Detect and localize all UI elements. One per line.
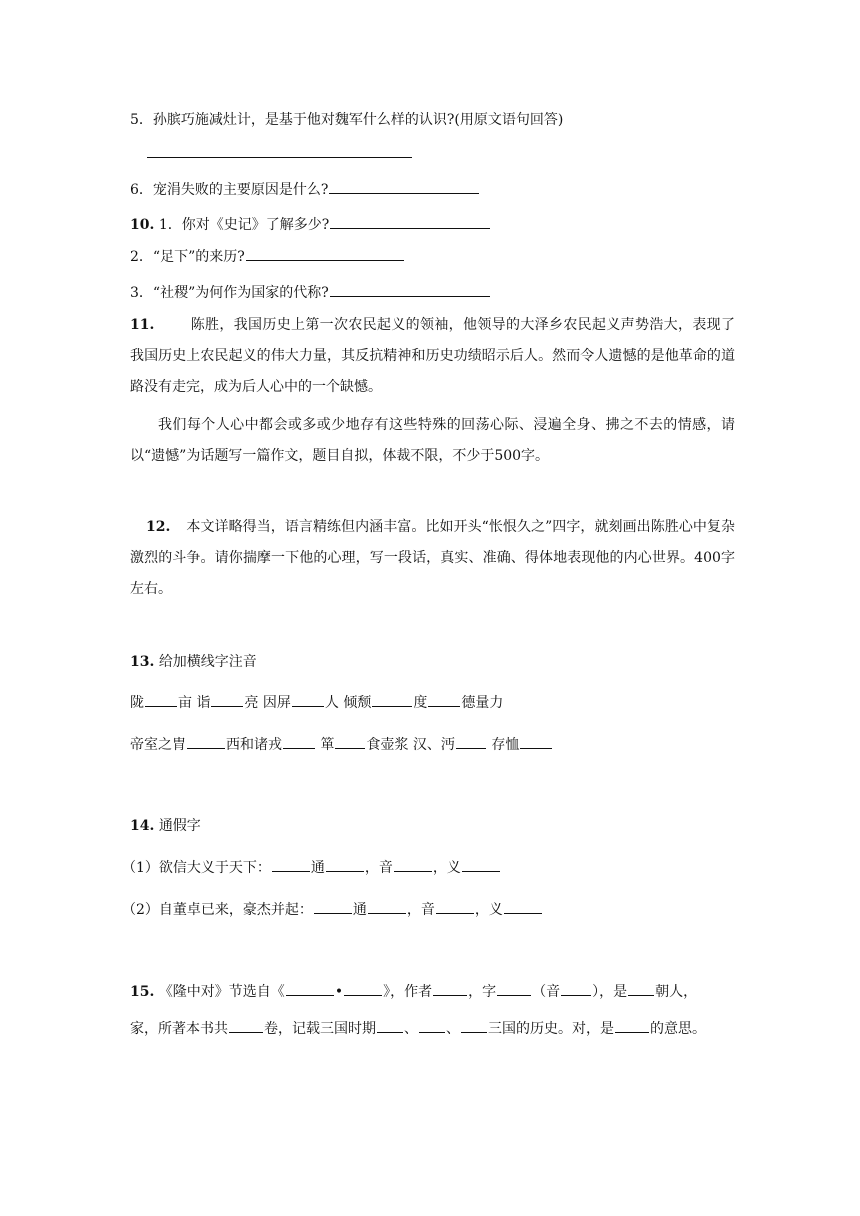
q15-l1-seg: 朝人，	[655, 984, 698, 1000]
q14-item1	[122, 857, 501, 878]
q14-blank[interactable]	[462, 857, 500, 872]
q13-r1-seg: 度	[413, 695, 428, 711]
q15-l2-seg: 的意思。	[650, 1021, 706, 1037]
q12-text: 本文详略得当，语言精练但内涵丰富。比如开头“怅恨久之”四字，就刻画出陈胜心中复杂激烈的斗争。请你揣摩一下他的心理，写一段话，真实、准确、得体地表现他的内心世界。400字左右。	[130, 519, 735, 597]
q14-number: 14.	[130, 818, 155, 834]
q15-blank[interactable]	[229, 1018, 263, 1033]
q12-paragraph	[130, 512, 735, 605]
q15-blank[interactable]	[419, 1018, 445, 1033]
q15-l1-seg: （音	[532, 984, 561, 1000]
q13-r2-seg: 食壶浆 汉、沔	[366, 737, 455, 753]
q14-blank[interactable]	[314, 899, 352, 914]
q10-item1-blank[interactable]	[330, 214, 490, 229]
q6-text: 6．宠涓失败的主要原因是什么?	[130, 182, 329, 198]
q5-text: 5．孙膑巧施减灶计，是基于他对魏军什么样的认识?(用原文语句回答)	[130, 112, 564, 128]
q13-blank[interactable]	[428, 692, 460, 707]
q10-item1-text: 1．你对《史记》了解多少?	[158, 217, 330, 233]
q6-line	[130, 179, 480, 200]
q14-blank[interactable]	[368, 899, 406, 914]
q11-p1-text: 陈胜，我国历史上第一次农民起义的领袖，他领导的大泽乡农民起义声势浩大，表现了我国历史上农民起义的伟大力量，其反抗精神和历史功绩昭示后人。然而令人遗憾的是他革命的道路没有走完，成为后人心中的一个缺憾。	[130, 317, 735, 395]
q11-number: 11.	[130, 317, 155, 333]
q10-item2-line	[130, 246, 405, 267]
q15-l2-seg: 、	[404, 1021, 418, 1037]
q13-blank[interactable]	[292, 692, 324, 707]
q15-l1-seg: 《隆中对》节选自《	[158, 984, 285, 1000]
q14-title: 通假字	[158, 818, 201, 834]
q13-r2-seg: 箪	[316, 737, 335, 753]
q15-blank[interactable]	[286, 981, 334, 996]
q14-blank[interactable]	[394, 857, 432, 872]
q14-l2-seg: ，音	[406, 902, 435, 918]
q15-blank[interactable]	[561, 981, 591, 996]
q10-item3-text: 3．“社稷”为何作为国家的代称?	[130, 285, 329, 301]
q13-number: 13.	[130, 654, 155, 670]
q15-l1-seg: 》，作者	[383, 984, 433, 1000]
q14-l1-seg: ，音	[364, 860, 393, 876]
q13-r1-seg: 陇	[130, 695, 144, 711]
q15-line2	[130, 1018, 706, 1039]
q12-number: 12.	[146, 519, 171, 535]
q13-r2-seg: 西和诸戎	[226, 737, 282, 753]
q15-l2-seg: 卷，记载三国时期	[264, 1021, 376, 1037]
q13-title: 给加横线字注音	[158, 654, 257, 670]
q14-l1-seg: ，义	[432, 860, 461, 876]
q14-blank[interactable]	[504, 899, 542, 914]
q15-number: 15.	[130, 984, 155, 1000]
q15-l2-seg: 、	[446, 1021, 460, 1037]
q10-item2-blank[interactable]	[246, 246, 404, 261]
q5-answer-line	[146, 143, 413, 164]
q10-item3-line	[130, 282, 491, 303]
q13-title-line	[130, 652, 257, 672]
q13-blank[interactable]	[456, 734, 486, 749]
q11-paragraph1	[130, 310, 735, 403]
q14-l2-seg: ，义	[474, 902, 503, 918]
q5-line	[130, 110, 563, 130]
q10-item1-line	[130, 214, 491, 235]
q13-row2	[130, 734, 553, 755]
q13-r1-seg: 人 倾颓	[324, 695, 372, 711]
q15-line1	[130, 981, 697, 1002]
q15-l1-seg: ，字	[468, 984, 497, 1000]
q13-blank[interactable]	[145, 692, 177, 707]
q13-r2-seg: 帝室之胄	[130, 737, 186, 753]
q15-l2-seg: 家，所著本书共	[130, 1021, 228, 1037]
q15-blank[interactable]	[461, 1018, 487, 1033]
q15-l2-seg: 三国的历史。对，是	[488, 1021, 614, 1037]
q13-blank[interactable]	[187, 734, 225, 749]
q14-l2-seg: 通	[352, 902, 367, 918]
q15-blank[interactable]	[615, 1018, 649, 1033]
q13-blank[interactable]	[211, 692, 243, 707]
q14-l2-seg: （2）自董卓已来，豪杰并起：	[122, 902, 313, 918]
q13-r1-seg: 亩 诣	[178, 695, 211, 711]
q14-title-line	[130, 816, 201, 836]
q14-blank[interactable]	[272, 857, 310, 872]
q13-blank[interactable]	[335, 734, 365, 749]
q13-r1-seg: 亮 因屏	[244, 695, 291, 711]
q10-item3-blank[interactable]	[330, 282, 490, 297]
q15-blank[interactable]	[497, 981, 531, 996]
q15-blank[interactable]	[628, 981, 654, 996]
q14-l1-seg: 通	[310, 860, 325, 876]
q14-blank[interactable]	[326, 857, 364, 872]
q13-r1-seg: 德量力	[461, 695, 504, 711]
q13-blank[interactable]	[372, 692, 412, 707]
q13-row1	[130, 692, 503, 713]
q11-p2-text: 我们每个人心中都会或多或少地存有这些特殊的回荡心际、浸遍全身、拂之不去的情感，请以“遗憾”为话题写一篇作文，题目自拟，体裁不限，不少于500字。	[130, 417, 735, 464]
q10-item2-text: 2．“足下”的来历?	[130, 249, 245, 265]
q6-blank[interactable]	[329, 179, 479, 194]
q15-blank[interactable]	[433, 981, 467, 996]
q13-blank[interactable]	[520, 734, 552, 749]
q14-item2	[122, 899, 543, 920]
q5-blank[interactable]	[147, 143, 412, 158]
q13-blank[interactable]	[283, 734, 315, 749]
q15-blank[interactable]	[344, 981, 382, 996]
q10-number: 10.	[130, 217, 155, 233]
q14-blank[interactable]	[436, 899, 474, 914]
q13-r2-seg: 存恤	[486, 737, 520, 753]
q14-l1-seg: （1）欲信大义于天下：	[122, 860, 271, 876]
q15-blank[interactable]	[377, 1018, 403, 1033]
q15-l1-seg: •	[334, 984, 344, 1000]
q15-l1-seg: ），是	[592, 984, 628, 1000]
q11-paragraph2	[130, 410, 735, 472]
